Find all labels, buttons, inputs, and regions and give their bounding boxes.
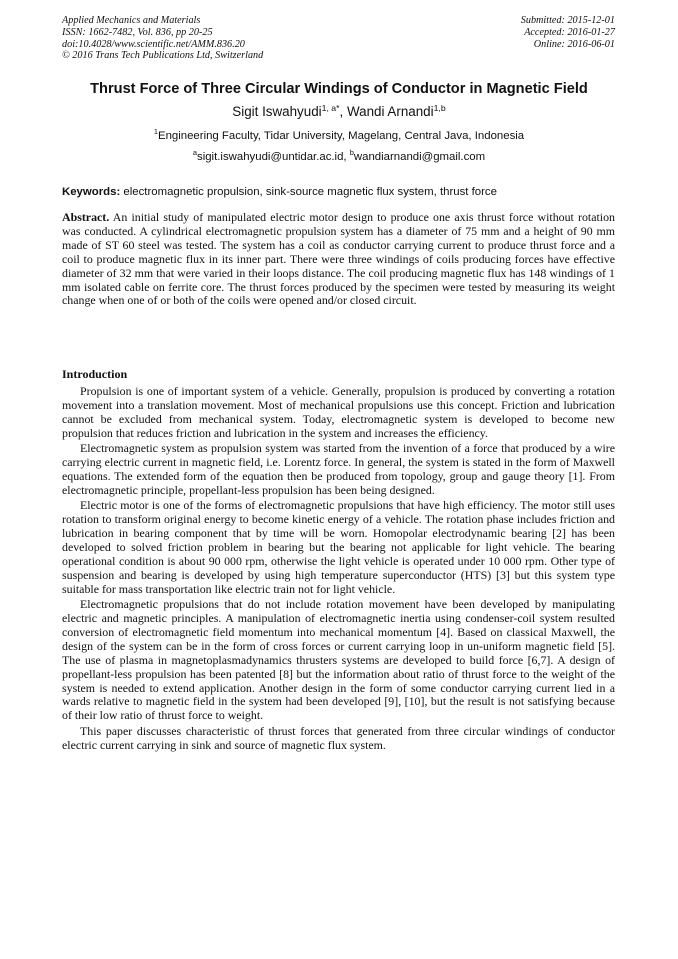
journal-copyright: © 2016 Trans Tech Publications Ltd, Switzerland <box>62 50 264 62</box>
submitted-date: Submitted: 2015-12-01 <box>520 15 615 26</box>
keywords-text: electromagnetic propulsion, sink-source magnetic flux system, thrust force <box>123 186 497 198</box>
paragraph: Electromagnetic system as propulsion system was started from the invention of a force that produced by a wire carrying electric current in magnetic field, i.e. Lorentz force. In general, the system is stated in the form of Maxwell equations. The extended form of the equation then be produced from topology, group and gauge theory [1]. From electromagnetic principle, propellant-less propulsion has been being designed. <box>62 441 615 497</box>
section-heading: Introduction <box>62 367 128 381</box>
paragraph: Electromagnetic propulsions that do not include rotation movement have been developed by manipulating electric and magnetic principles. A manipulation of electromagnetic inertia using condenser-coil system resulted conversion of electromagnetic field momentum into mechanical momentum [4]. Based on classical Maxwell, the design of the system can be in the form of cross forces or current carrying loop in un-uniform magnetic field [5]. The use of plasma in magnetoplasmadynamics thrusters systems are developed to build force [6,7]. A design of propellant-less propulsion has been patented [8] but the information about ratio of thrust force to the weight of the system is needed to extend application. Another design in the form of some conductor carrying current lied in a wards relative to magnetic field in the system had been developed [9], [10], but the result is not satisfying because of their low ratio of thrust force to weight. <box>62 597 615 723</box>
email-link[interactable]: wandiarnandi@gmail.com <box>353 151 486 163</box>
author-name: Wandi Arnandi <box>346 104 434 119</box>
paper-title: Thrust Force of Three Circular Windings of Conductor in Magnetic Field <box>90 81 588 97</box>
affiliation-mark: 1 <box>153 127 158 136</box>
paragraph: This paper discusses characteristic of thrust forces that generated from three circular windings of conductor electric current carrying in sink and source of magnetic flux system. <box>62 723 615 752</box>
paragraph: Propulsion is one of important system of a vehicle. Generally, propulsion is produced by converting a rotation movement into a translation movement. Most of mechanical propulsions use this concept. Friction and lubrication cannot be excluded from mechanical system. Today, electromagnetic system is developed to become new propulsion that reduces friction and lubrication in the system and increases the efficiency. <box>62 384 615 440</box>
paragraph: Electric motor is one of the forms of electromagnetic propulsions that have high efficiency. The motor still uses rotation to transform original energy to become kinetic energy of a vehicle. The rotation phase includes friction and lubrication in bearing component that by time will be worn. Homopolar electrodynamic bearing [2] has been developed to solved friction problem in bearing but the bearing not applicable for light vehicle. The bearing operational condition is about 90 000 rpm, otherwise the light vehicle is operated under 10 000 rpm. Other type of suspension and bearing is developed by using high temperature superconductor (HTS) [3] but this system type suitable for mass transportation like electric train not for light vehicle. <box>62 498 615 596</box>
email-link[interactable]: sigit.iswahyudi@untidar.ac.id, <box>197 151 350 163</box>
author-name: Sigit Iswahyudi <box>232 104 322 119</box>
affiliation-text: Engineering Faculty, Tidar University, Magelang, Central Java, Indonesia <box>157 130 525 142</box>
author-affiliation-mark: 1,b <box>433 103 446 113</box>
affiliation <box>40 127 638 142</box>
author-emails <box>40 148 638 163</box>
header-left <box>62 15 263 62</box>
author-affiliation-mark: 1, a* <box>321 103 340 113</box>
online-date: Online: 2016-06-01 <box>533 38 615 50</box>
abstract-label: Abstract. <box>62 210 110 224</box>
keywords-label: Keywords: <box>62 186 121 198</box>
author-line <box>40 104 638 119</box>
accepted-date: Accepted: 2016-01-27 <box>524 26 615 38</box>
journal-issn: ISSN: 1662-7482, Vol. 836, pp 20-25 <box>62 26 213 38</box>
author-separator: , <box>339 104 347 119</box>
abstract-text: An initial study of manipulated electric motor design to produce one axis thrust force without rotation was conducted. A cylindrical electromagnetic propulsion system has a diameter of 75 mm and a height of 90 mm made of ST 60 steel was tested. The system has a coil as conductor carrying current to produce thrust force and a coil to produce magnetic flux in its inner part. There were three windings of coils producing forces have effective diameter of 32 mm that were varied in their loops distance. The coil producing magnetic flux has 148 windings of 1 mm isolated cable on ferrite core. The thrust forces produced by the specimen were tested by measuring its weight change when one of or both of the coils were opened and/or closed circuit. <box>62 210 615 308</box>
introduction-body <box>62 385 615 754</box>
journal-doi: doi:10.4028/www.scientific.net/AMM.836.20 <box>62 38 245 50</box>
email-mark: a <box>192 148 197 157</box>
header-right <box>521 15 615 50</box>
keywords <box>62 186 615 198</box>
journal-name: Applied Mechanics and Materials <box>62 15 201 26</box>
abstract <box>62 211 615 308</box>
email-mark: b <box>349 148 354 157</box>
